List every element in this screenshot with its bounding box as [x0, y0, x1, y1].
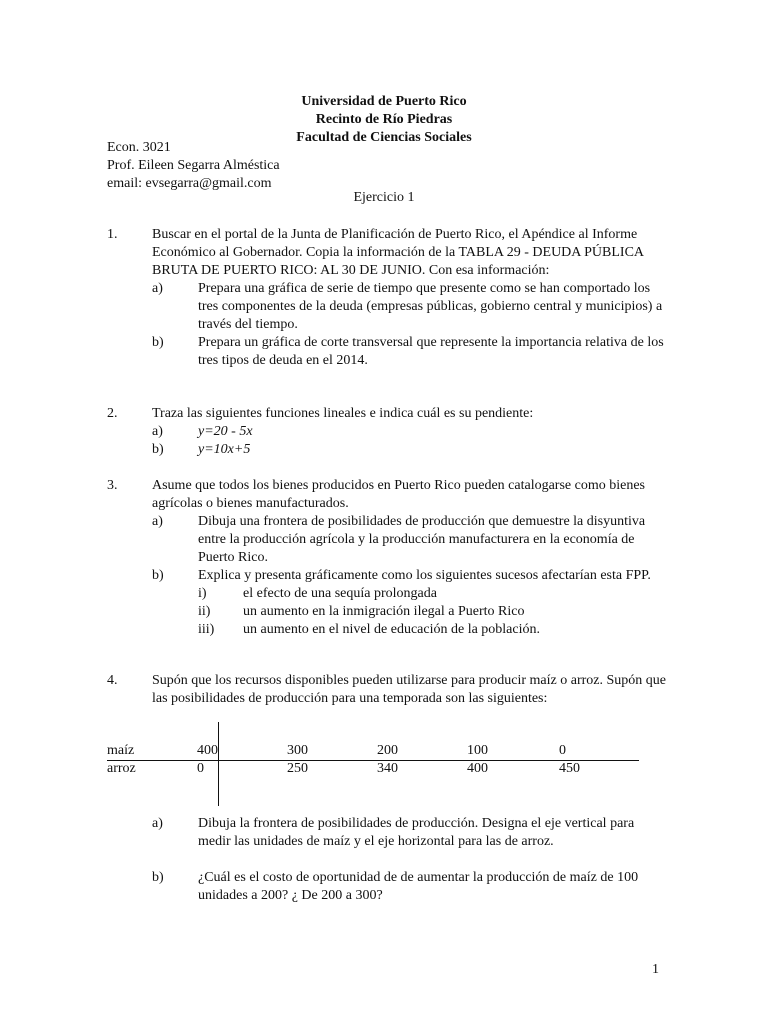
university-name: Universidad de Puerto Rico	[301, 94, 467, 109]
question-text: Asume que todos los bienes producidos en Puerto Rico pueden catalogarse como bienes agrícolas o bienes manufacturados.	[152, 478, 645, 511]
course-code: Econ. 3021	[107, 140, 171, 155]
question-4	[107, 672, 667, 708]
question-number: 2.	[107, 406, 118, 421]
subquestion-text: un aumento en el nivel de educación de la población.	[243, 622, 541, 637]
table-cell: 250	[287, 761, 308, 776]
subquestion-i	[198, 585, 667, 603]
equation-text: y=20 - 5x	[198, 424, 253, 439]
table-cell: 200	[377, 743, 398, 758]
equation-text: y=10x+5	[198, 442, 251, 457]
table-row-maiz	[107, 742, 647, 760]
exercise-title: Ejercicio 1	[353, 190, 415, 205]
question-4-parts	[107, 815, 667, 905]
campus-name: Recinto de Río Piedras	[315, 112, 453, 127]
question-2	[107, 405, 667, 459]
subquestion-a	[152, 280, 667, 334]
table-cell: 340	[377, 761, 398, 776]
table-cell: 400	[197, 743, 218, 758]
question-text: Traza las siguientes funciones lineales e indica cuál es su pendiente:	[152, 406, 534, 421]
subquestion-text: Dibuja una frontera de posibilidades de producción que demuestre la disyuntiva entre la producción agrícola y la producción manufacturera en la economía de Puerto Rico.	[198, 514, 646, 565]
professor-name: Prof. Eileen Segarra Alméstica	[107, 158, 280, 173]
subquestion-text: Prepara un gráfica de corte transversal que represente la importancia relativa de los tres tipos de deuda en el 2014.	[198, 335, 664, 368]
table-cell: 300	[287, 743, 308, 758]
subquestion-label: a)	[152, 816, 163, 831]
subquestion-text: Prepara una gráfica de serie de tiempo que presente como se han comportado los tres componentes de la deuda (empresas públicas, gobierno central y municipios) a través del tiempo.	[198, 281, 663, 332]
question-number: 3.	[107, 478, 118, 493]
subquestion-b	[152, 869, 667, 905]
subquestion-label: ii)	[198, 604, 211, 619]
question-3	[107, 477, 667, 639]
subquestion-text: Explica y presenta gráficamente como los siguientes sucesos afectarían esta FPP.	[198, 568, 651, 583]
row-label: maíz	[107, 743, 135, 758]
course-info	[107, 139, 280, 193]
production-table	[107, 742, 647, 778]
page-number: 1	[652, 962, 659, 977]
subquestion-label: b)	[152, 442, 164, 457]
subquestion-label: b)	[152, 335, 164, 350]
question-text: Buscar en el portal de la Junta de Planificación de Puerto Rico, el Apéndice al Informe Económico al Gobernador. Copia la información de la TABLA 29 - DEUDA PÚBLICA BRUTA DE PUERTO RICO: AL 30 DE JUNIO. Con esa información:	[152, 227, 644, 278]
subquestion-b	[152, 567, 667, 585]
question-text: Supón que los recursos disponibles pueden utilizarse para producir maíz o arroz. Supón que las posibilidades de producción para una temporada son las siguientes:	[152, 673, 666, 706]
subquestion-text: el efecto de una sequía prolongada	[243, 586, 437, 601]
subquestion-b	[152, 334, 667, 370]
subquestion-label: a)	[152, 514, 163, 529]
subquestion-b	[152, 441, 667, 459]
table-cell: 450	[559, 761, 580, 776]
subquestion-a	[152, 423, 667, 441]
table-cell: 0	[559, 743, 566, 758]
subquestion-text: un aumento en la inmigración ilegal a Puerto Rico	[243, 604, 525, 619]
question-number: 4.	[107, 673, 118, 688]
subquestion-label: iii)	[198, 622, 215, 637]
professor-email: email: evsegarra@gmail.com	[107, 176, 272, 191]
subquestion-label: i)	[198, 586, 207, 601]
faculty-name: Facultad de Ciencias Sociales	[296, 130, 472, 145]
table-cell: 0	[197, 761, 204, 776]
table-cell: 400	[467, 761, 488, 776]
question-number: 1.	[107, 227, 118, 242]
subquestion-iii	[198, 621, 667, 639]
subquestion-a	[152, 815, 667, 851]
table-cell: 100	[467, 743, 488, 758]
question-1	[107, 226, 667, 370]
subquestion-a	[152, 513, 667, 567]
subquestion-label: b)	[152, 568, 164, 583]
subquestion-label: b)	[152, 870, 164, 885]
table-row-arroz	[107, 760, 647, 778]
row-label: arroz	[107, 761, 136, 776]
subquestion-label: a)	[152, 424, 163, 439]
subquestion-text: Dibuja la frontera de posibilidades de producción. Designa el eje vertical para medir las unidades de maíz y el eje horizontal para las de arroz.	[198, 816, 635, 849]
subquestion-ii	[198, 603, 667, 621]
subquestion-text: ¿Cuál es el costo de oportunidad de de aumentar la producción de maíz de 100 unidades a 200? ¿ De 200 a 300?	[198, 870, 639, 903]
subquestion-label: a)	[152, 281, 163, 296]
